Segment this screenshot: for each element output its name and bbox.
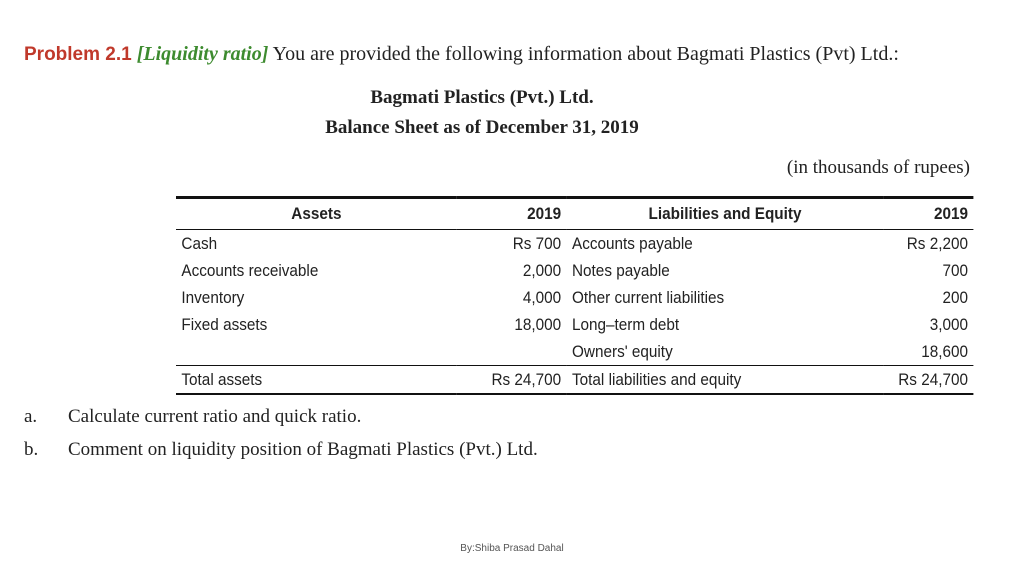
asset-value: 18,000 (514, 315, 562, 334)
liability-value: 3,000 (929, 315, 968, 334)
total-assets-value: Rs 24,700 (491, 370, 562, 389)
question-label: a. (24, 406, 38, 427)
statement-title: Balance Sheet as of December 31, 2019 (325, 117, 639, 138)
company-name: Bagmati Plastics (Pvt.) Ltd. (370, 87, 594, 108)
header-assets: Assets (291, 204, 342, 223)
table-row (176, 284, 973, 311)
footer-credit: By:Shiba Prasad Dahal (460, 543, 564, 554)
table-row (176, 338, 973, 366)
question-text: Comment on liquidity position of Bagmati Plastics (Pvt.) Ltd. (68, 439, 538, 460)
header-assets-year: 2019 (527, 204, 562, 223)
table-header-row (176, 198, 973, 230)
liability-value: 200 (942, 288, 968, 307)
table-row (176, 230, 973, 258)
liability-label: Other current liabilities (572, 288, 725, 307)
asset-value: 2,000 (522, 261, 562, 280)
asset-label: Fixed assets (181, 315, 268, 334)
balance-sheet-table (176, 196, 973, 395)
asset-value (457, 338, 567, 366)
asset-label: Cash (181, 234, 218, 253)
question-text: Calculate current ratio and quick ratio. (68, 406, 362, 427)
liability-label: Accounts payable (572, 234, 693, 253)
header-liabilities-year: 2019 (933, 204, 968, 223)
units-note: (in thousands of rupees) (786, 157, 970, 178)
liability-value: Rs 2,200 (906, 234, 968, 253)
table-row (176, 257, 973, 284)
question-a (24, 406, 361, 428)
problem-number: Problem 2.1 (24, 44, 132, 65)
question-label: b. (24, 439, 39, 460)
total-liabilities-value: Rs 24,700 (898, 370, 968, 389)
asset-value: 4,000 (522, 288, 562, 307)
problem-tag: [Liquidity ratio] (136, 43, 269, 65)
total-assets-label: Total assets (181, 370, 263, 389)
total-liabilities-label: Total liabilities and equity (572, 370, 742, 389)
question-b (24, 439, 538, 461)
liability-label: Owners' equity (572, 342, 673, 361)
problem-text: You are provided the following information about Bagmati Plastics (Pvt) Ltd.: (272, 43, 899, 65)
asset-label: Accounts receivable (181, 261, 319, 280)
problem-heading (24, 43, 899, 66)
liability-value: 700 (942, 261, 968, 280)
asset-label (176, 338, 457, 366)
header-liabilities: Liabilities and Equity (648, 204, 802, 223)
liability-label: Long–term debt (572, 315, 680, 334)
liability-value: 18,600 (921, 342, 968, 361)
table-row (176, 311, 973, 338)
asset-value: Rs 700 (512, 234, 562, 253)
table-total-row (176, 366, 973, 395)
asset-label: Inventory (181, 288, 245, 307)
liability-label: Notes payable (572, 261, 670, 280)
